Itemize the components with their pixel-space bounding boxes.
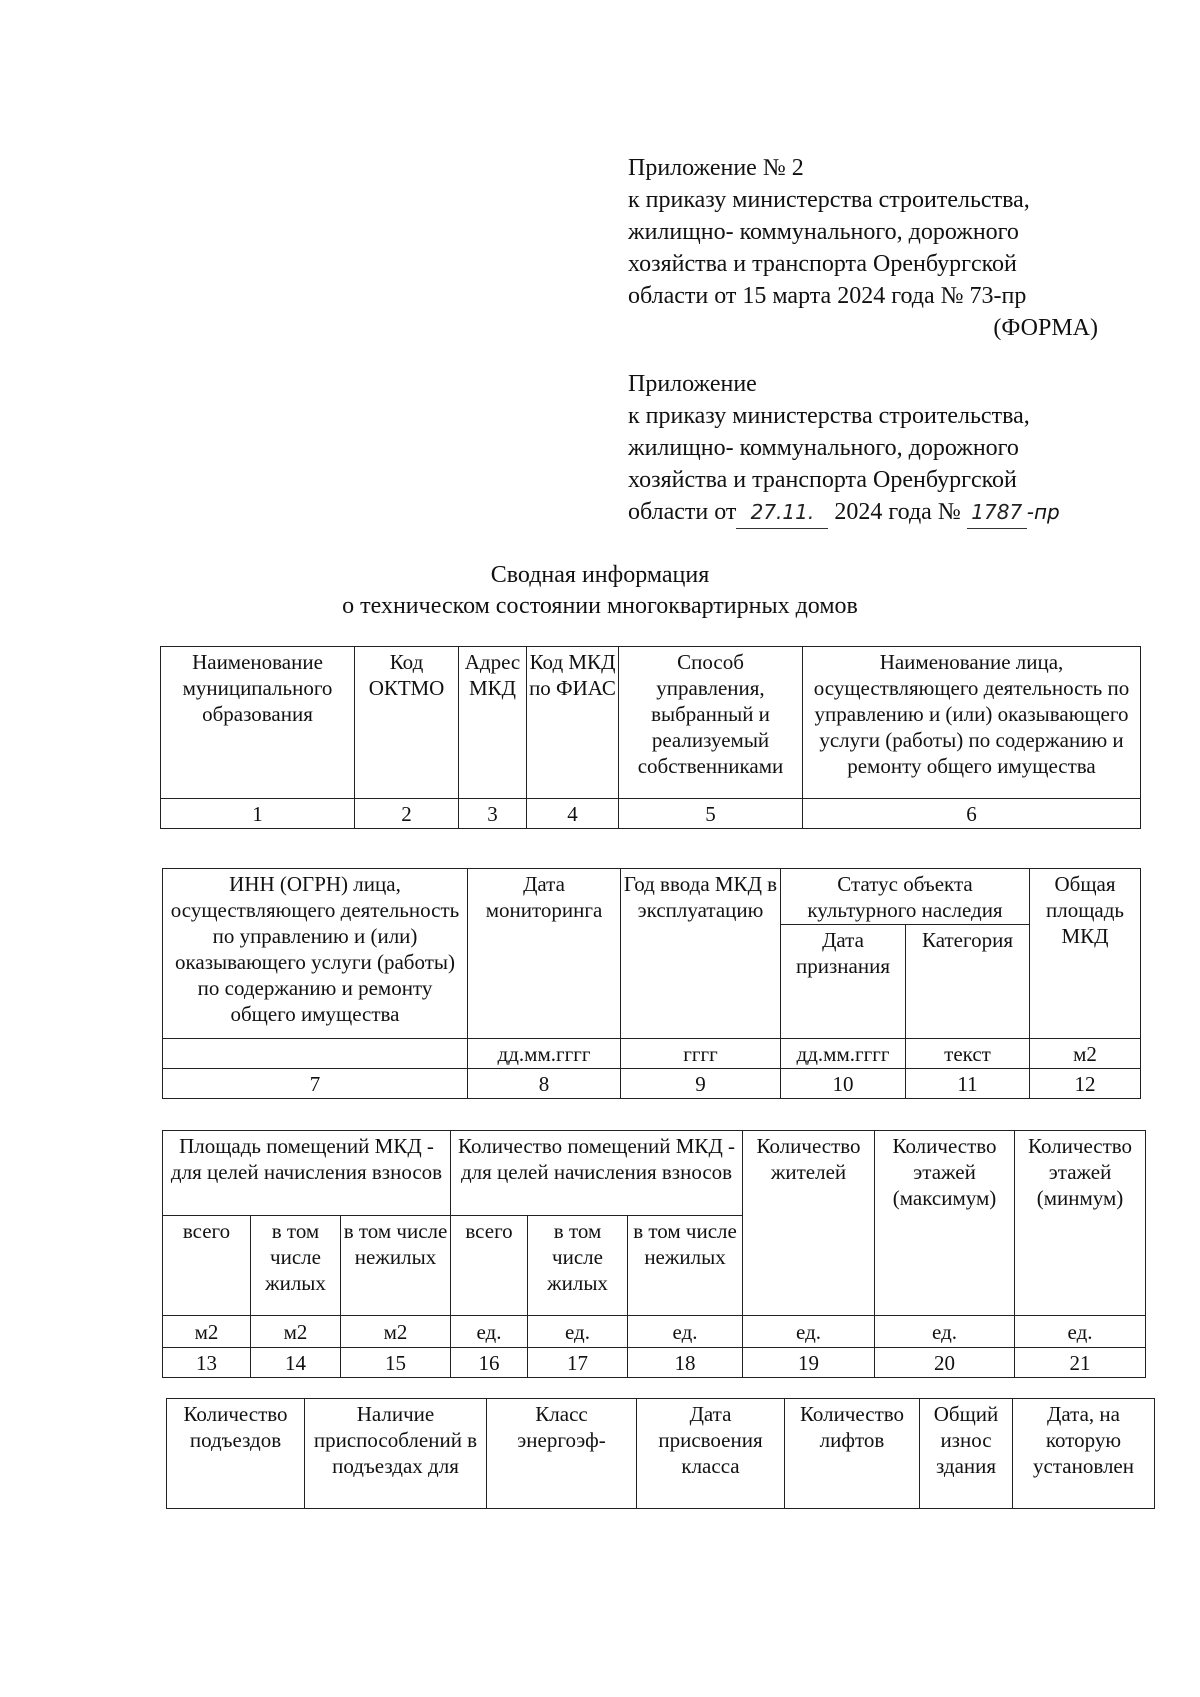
- header-cell: Количество подъездов: [167, 1399, 305, 1509]
- subheader-cell: в том числе нежилых: [628, 1216, 743, 1316]
- header-line: области от 15 марта 2024 года № 73-пр: [628, 283, 1027, 309]
- column-number: 5: [619, 799, 803, 829]
- header-cell: Способ управления, выбранный и реализуемый собственниками: [619, 647, 803, 799]
- column-number: 9: [621, 1069, 781, 1099]
- header-cell: Категория: [906, 925, 1030, 1039]
- unit-cell: ед.: [528, 1316, 628, 1348]
- header-line: хозяйства и транспорта Оренбургской: [628, 467, 1017, 493]
- unit-cell: м2: [251, 1316, 341, 1348]
- header-cell: Дата мониторинга: [468, 869, 621, 1039]
- column-number: 21: [1015, 1348, 1146, 1378]
- header-cell: Общая площадь МКД: [1030, 869, 1141, 1039]
- column-number: 12: [1030, 1069, 1141, 1099]
- header-cell: Дата, на которую установлен: [1013, 1399, 1155, 1509]
- column-number: 15: [341, 1348, 451, 1378]
- header-cell: ИНН (ОГРН) лица, осуществляющего деятельность по управлению и (или) оказывающего услуги (работы) по содержанию и ремонту общего имущества: [163, 869, 468, 1039]
- forma-label: (ФОРМА): [993, 315, 1098, 341]
- header-cell: Дата присвоения класса: [637, 1399, 785, 1509]
- unit-cell: ед.: [628, 1316, 743, 1348]
- unit-cell: м2: [163, 1316, 251, 1348]
- header-cell: Наличие приспособлений в подъездах для: [305, 1399, 487, 1509]
- unit-cell: [163, 1039, 468, 1069]
- header-cell: Статус объекта культурного наследия: [781, 869, 1030, 925]
- unit-cell: ед.: [875, 1316, 1015, 1348]
- appendix-header-2: [628, 368, 1060, 529]
- header-cell: Дата признания: [781, 925, 906, 1039]
- unit-cell: ед.: [1015, 1316, 1146, 1348]
- column-number: 11: [906, 1069, 1030, 1099]
- handwritten-number: 1787: [967, 496, 1027, 529]
- header-cell: Наименование лица, осуществляющего деятельность по управлению и (или) оказывающего услуги (работы) по содержанию и ремонту общего имущества: [803, 647, 1141, 799]
- title-line-1: Сводная информация: [490, 562, 710, 588]
- header-cell: Общий износ здания: [920, 1399, 1013, 1509]
- unit-cell: текст: [906, 1039, 1030, 1069]
- column-number: 8: [468, 1069, 621, 1099]
- appendix-header-1: [628, 152, 1098, 344]
- column-number: 6: [803, 799, 1141, 829]
- header-cell: Код ОКТМО: [355, 647, 459, 799]
- header-cell: Количество лифтов: [785, 1399, 920, 1509]
- header-cell: Количество этажей (максимум): [875, 1131, 1015, 1316]
- header-cell: Адрес МКД: [459, 647, 527, 799]
- subheader-cell: в том числе жилых: [528, 1216, 628, 1316]
- unit-cell: м2: [1030, 1039, 1141, 1069]
- order-prefix: области от: [628, 499, 737, 525]
- header-cell: Класс энергоэф-: [487, 1399, 637, 1509]
- table-2: [162, 868, 1141, 1099]
- handwritten-date: 27.11.: [736, 496, 828, 529]
- table-4: [166, 1398, 1155, 1509]
- header-cell: Год ввода МКД в эксплуатацию: [621, 869, 781, 1039]
- table-1: [160, 646, 1141, 829]
- column-number: 17: [528, 1348, 628, 1378]
- header-line: к приказу министерства строительства,: [628, 187, 1030, 213]
- subheader-cell: в том числе нежилых: [341, 1216, 451, 1316]
- column-number: 7: [163, 1069, 468, 1099]
- subheader-cell: всего: [163, 1216, 251, 1316]
- column-number: 1: [161, 799, 355, 829]
- header-line: Приложение: [628, 371, 757, 397]
- header-line: Приложение № 2: [628, 155, 804, 181]
- subheader-cell: всего: [451, 1216, 528, 1316]
- column-number: 18: [628, 1348, 743, 1378]
- header-line: жилищно- коммунального, дорожного: [628, 435, 1019, 461]
- column-number: 2: [355, 799, 459, 829]
- handwritten-suffix: -пр: [1026, 500, 1060, 524]
- table-3: [162, 1130, 1146, 1378]
- header-group-cell: Площадь помещений МКД - для целей начисления взносов: [163, 1131, 451, 1216]
- order-middle: 2024 года №: [834, 499, 961, 525]
- header-line: жилищно- коммунального, дорожного: [628, 219, 1019, 245]
- column-number: 19: [743, 1348, 875, 1378]
- column-number: 14: [251, 1348, 341, 1378]
- unit-cell: м2: [341, 1316, 451, 1348]
- column-number: 4: [527, 799, 619, 829]
- header-cell: Наименование муниципального образования: [161, 647, 355, 799]
- column-number: 13: [163, 1348, 251, 1378]
- header-cell: Количество жителей: [743, 1131, 875, 1316]
- unit-cell: ед.: [743, 1316, 875, 1348]
- unit-cell: дд.мм.гггг: [781, 1039, 906, 1069]
- header-cell: Количество этажей (минмум): [1015, 1131, 1146, 1316]
- column-number: 16: [451, 1348, 528, 1378]
- header-cell: Код МКД по ФИАС: [527, 647, 619, 799]
- unit-cell: ед.: [451, 1316, 528, 1348]
- order-date-line: [628, 496, 1060, 529]
- column-number: 10: [781, 1069, 906, 1099]
- document-title: [0, 560, 1200, 622]
- column-number: 20: [875, 1348, 1015, 1378]
- title-line-2: о техническом состоянии многоквартирных домов: [342, 593, 858, 619]
- header-line: к приказу министерства строительства,: [628, 403, 1030, 429]
- unit-cell: гггг: [621, 1039, 781, 1069]
- header-line: хозяйства и транспорта Оренбургской: [628, 251, 1017, 277]
- column-number: 3: [459, 799, 527, 829]
- unit-cell: дд.мм.гггг: [468, 1039, 621, 1069]
- header-group-cell: Количество помещений МКД - для целей начисления взносов: [451, 1131, 743, 1216]
- subheader-cell: в том числе жилых: [251, 1216, 341, 1316]
